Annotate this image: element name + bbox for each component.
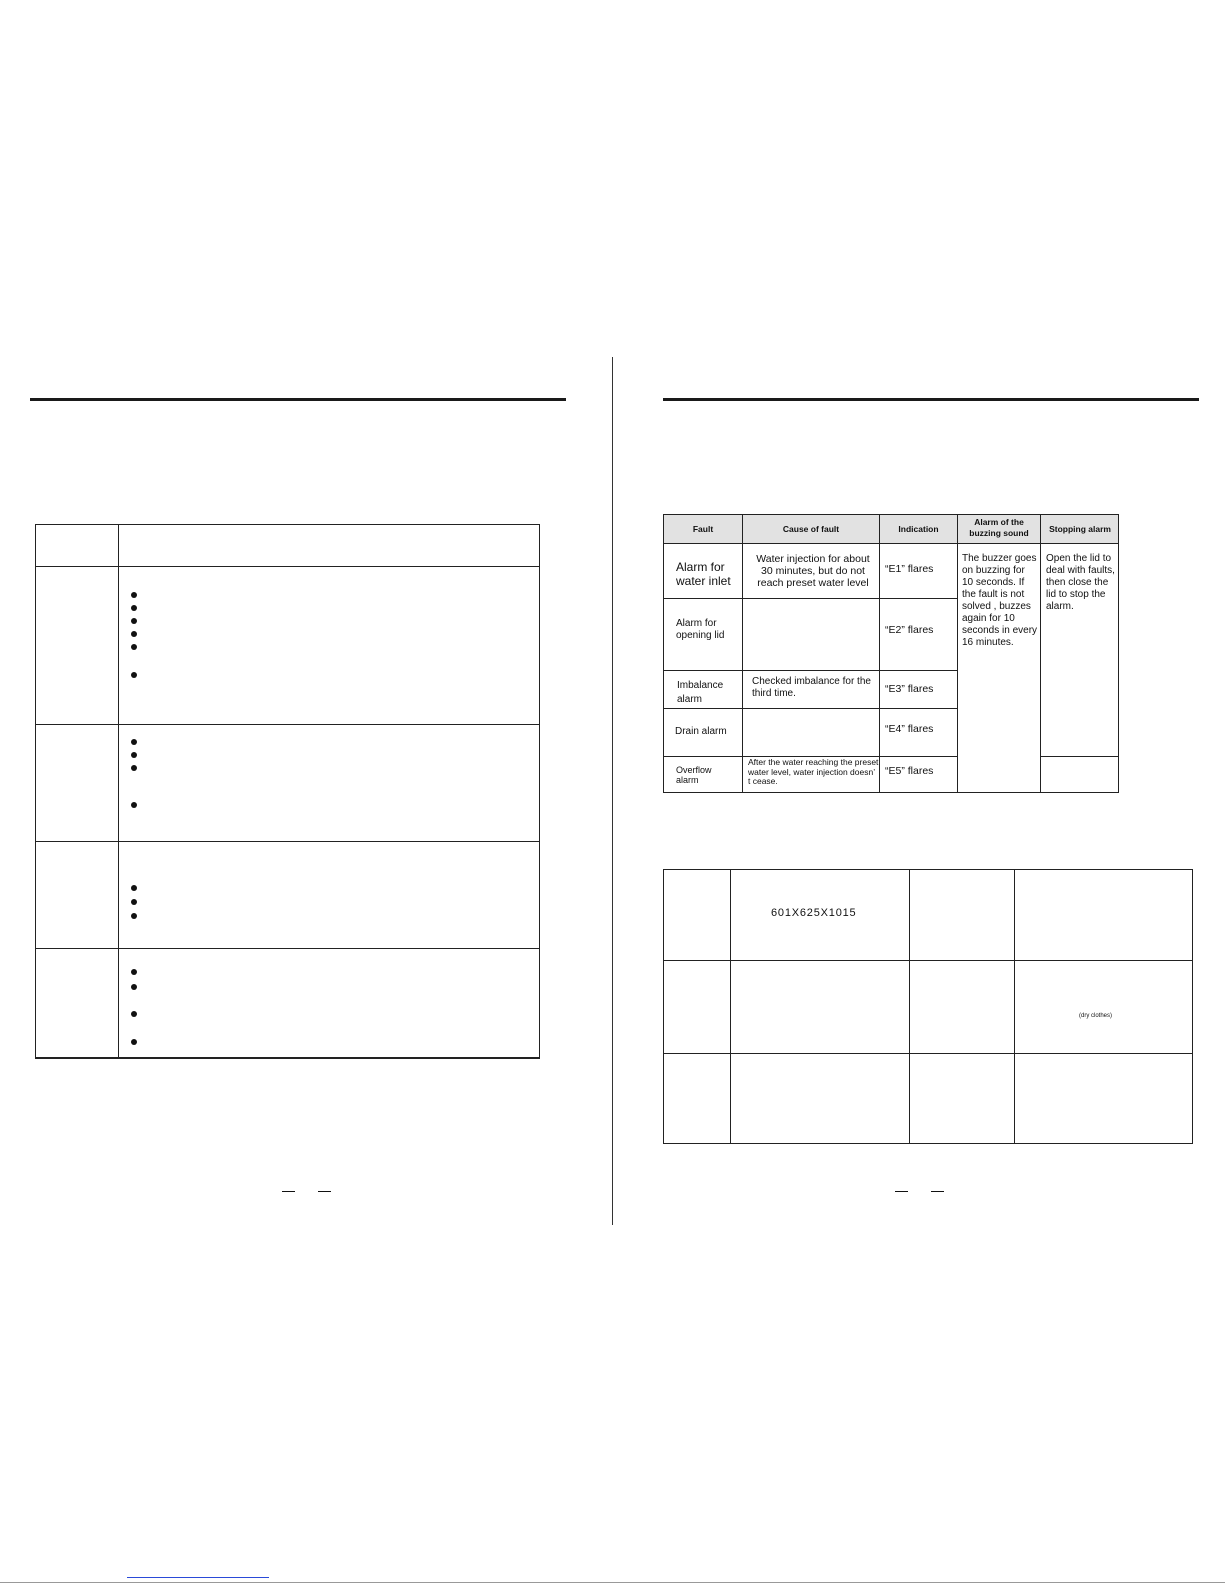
left-header-rule <box>30 398 566 401</box>
list-bullet <box>131 885 137 891</box>
header-stopping: Stopping alarm <box>1049 524 1111 534</box>
left-page-number-mark <box>282 1191 295 1192</box>
fault-cause: Checked imbalance for the third time. <box>752 676 871 699</box>
list-bullet <box>131 984 137 990</box>
fault-indication: “E3” flares <box>885 683 934 695</box>
list-bullet <box>131 739 137 745</box>
right-page-number-mark <box>931 1191 944 1192</box>
left-page-number-mark <box>318 1191 331 1192</box>
header-indication: Indication <box>898 524 939 534</box>
list-bullet <box>131 899 137 905</box>
dimensions-value: 601X625X1015 <box>771 907 857 919</box>
header-cause: Cause of fault <box>782 524 840 534</box>
list-bullet <box>131 802 137 808</box>
list-bullet <box>131 592 137 598</box>
stopping-alarm-description: Open the lid to deal with faults, then close the lid to stop the alarm. <box>1046 553 1115 612</box>
fault-indication: “E4” flares <box>885 723 934 735</box>
list-bullet <box>131 672 137 678</box>
list-bullet <box>131 1011 137 1017</box>
header-fault: Fault <box>692 524 714 534</box>
fault-name: Overflow alarm <box>676 765 712 785</box>
list-bullet <box>131 913 137 919</box>
list-bullet <box>131 644 137 650</box>
fault-name: Drain alarm <box>675 726 727 737</box>
list-bullet <box>131 1039 137 1045</box>
dry-clothes-note: (dry clothes) <box>1079 1013 1113 1019</box>
right-header-rule <box>663 398 1199 401</box>
list-bullet <box>131 618 137 624</box>
footer-rule <box>0 1582 1225 1583</box>
list-bullet <box>131 765 137 771</box>
fault-name: Imbalance alarm <box>677 680 724 705</box>
fault-cause: Water injection for about 30 minutes, but do not reach preset water level <box>756 553 870 589</box>
alarm-sound-description: The buzzer goes on buzzing for 10 seconds. If the fault is not solved , buzzes again for 10 seconds in every 16 minutes. <box>962 553 1038 648</box>
list-bullet <box>131 631 137 637</box>
fault-name: Alarm for water inlet <box>676 560 731 588</box>
footer-link-underline[interactable] <box>127 1577 269 1578</box>
list-bullet <box>131 969 137 975</box>
list-bullet <box>131 605 137 611</box>
header-alarm-sound: Alarm of the buzzing sound <box>969 517 1029 538</box>
list-bullet <box>131 752 137 758</box>
fault-cause: After the water reaching the preset water level, water injection doesn’ t cease. <box>748 757 879 786</box>
fault-indication: “E5” flares <box>885 765 934 777</box>
fault-name: Alarm for opening lid <box>676 618 725 641</box>
right-page-number-mark <box>895 1191 908 1192</box>
fault-indication: “E1” flares <box>885 563 934 575</box>
fault-indication: “E2” flares <box>885 624 934 636</box>
page-spine <box>612 357 613 1225</box>
